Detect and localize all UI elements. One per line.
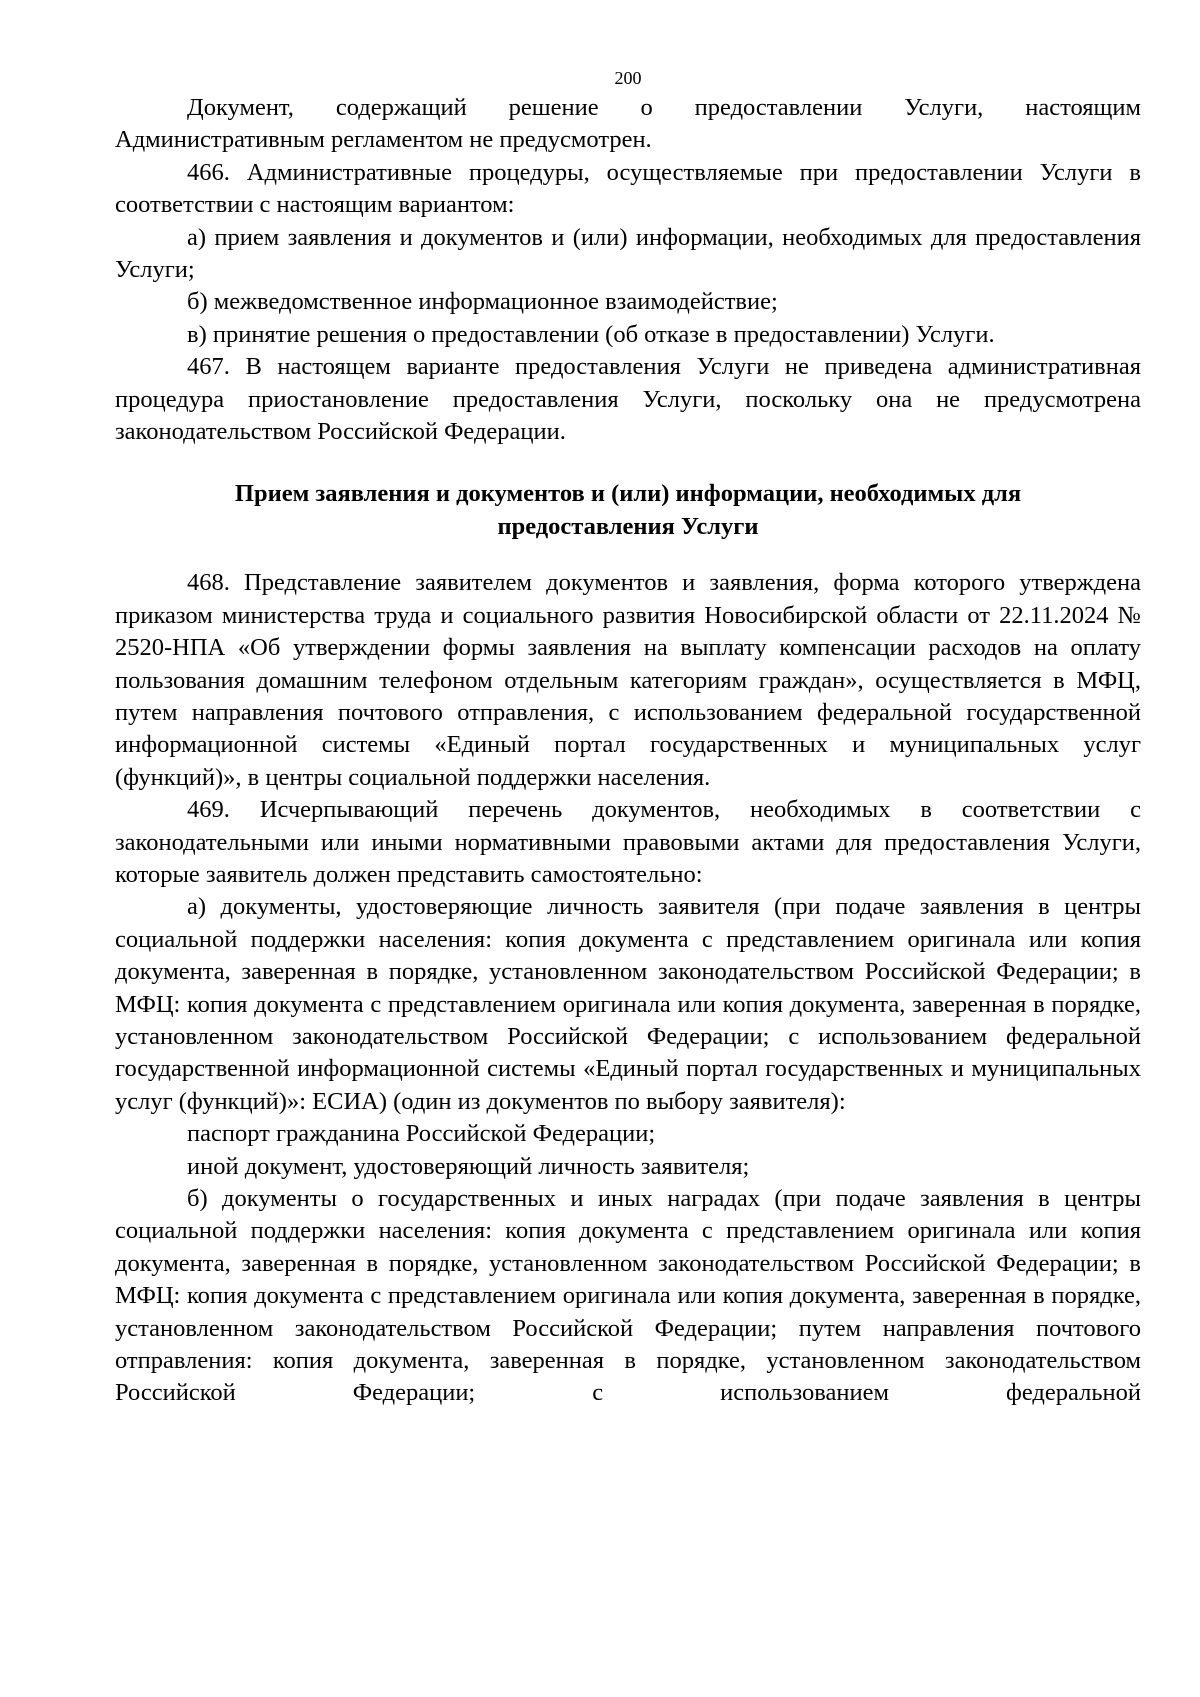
page-number: 200 bbox=[614, 68, 642, 88]
paragraph-469-item-b: б) документы о государственных и иных наградах (при подаче заявления в центры социальной поддержки населения: копия документа с представлением оригинала или копия документа, заверенная в порядке, установленном законодательством Российской Федерации; в МФЦ: копия документа с представлением оригинала или копия документа, заверенная в порядке, установленном законодательством Российской Федерации; путем направления почтового отправления: копия документа, заверенная в порядке, установленном законодательством Российской Федерации; с использованием федеральной bbox=[115, 1185, 1141, 1407]
paragraph-466-item-b: б) межведомственное информационное взаимодействие; bbox=[187, 288, 778, 316]
paragraph-469: 469. Исчерпывающий перечень документов, необходимых в соответствии с законодательными или иными нормативными правовыми актами для предоставления Услуги, которые заявитель должен представить самостоятельно: bbox=[115, 796, 1141, 888]
paragraph-468: 468. Представление заявителем документов и заявления, форма которого утверждена приказом министерства труда и социального развития Новосибирской области от 22.11.2024 № 2520-НПА «Об утверждении формы заявления на выплату компенсации расходов на оплату пользования домашним телефоном отдельным категориям граждан», осуществляется в МФЦ, путем направления почтового отправления, с использованием федеральной государственной информационной системы «Единый портал государственных и муниципальных услуг (функций)», в центры социальной поддержки населения. bbox=[115, 569, 1141, 791]
section-heading-line-2: предоставления Услуги bbox=[497, 512, 759, 540]
paragraph-466: 466. Административные процедуры, осуществляемые при предоставлении Услуги в соответствии с настоящим вариантом: bbox=[115, 158, 1141, 219]
paragraph-469-item-a-passport: паспорт гражданина Российской Федерации; bbox=[187, 1120, 656, 1148]
paragraph-466-item-v: в) принятие решения о предоставлении (об отказе в предоставлении) Услуги. bbox=[187, 320, 995, 348]
paragraph-466-item-a: а) прием заявления и документов и (или) информации, необходимых для предоставления Услуги; bbox=[115, 223, 1141, 284]
paragraph-469-item-a: а) документы, удостоверяющие личность заявителя (при подаче заявления в центры социальной поддержки населения: копия документа с представлением оригинала или копия документа, заверенная в порядке, установленном законодательством Российской Федерации; в МФЦ: копия документа с представлением оригинала или копия документа, заверенная в порядке, установленном законодательством Российской Федерации; с использованием федеральной государственной информационной системы «Единый портал государственных и муниципальных услуг (функций)»: ЕСИА) (один из документов по выбору заявителя): bbox=[115, 893, 1141, 1115]
section-heading-line-1: Прием заявления и документов и (или) информации, необходимых для bbox=[234, 480, 1022, 508]
paragraph-469-item-a-other-document: иной документ, удостоверяющий личность заявителя; bbox=[187, 1152, 750, 1180]
section-heading bbox=[115, 478, 1141, 543]
paragraph-467: 467. В настоящем варианте предоставления Услуги не приведена административная процедура приостановление предоставления Услуги, поскольку она не предусмотрена законодательством Российской Федерации. bbox=[115, 353, 1141, 446]
paragraph-decision-document: Документ, содержащий решение о предоставлении Услуги, настоящим Административным регламентом не предусмотрен. bbox=[115, 94, 1141, 154]
